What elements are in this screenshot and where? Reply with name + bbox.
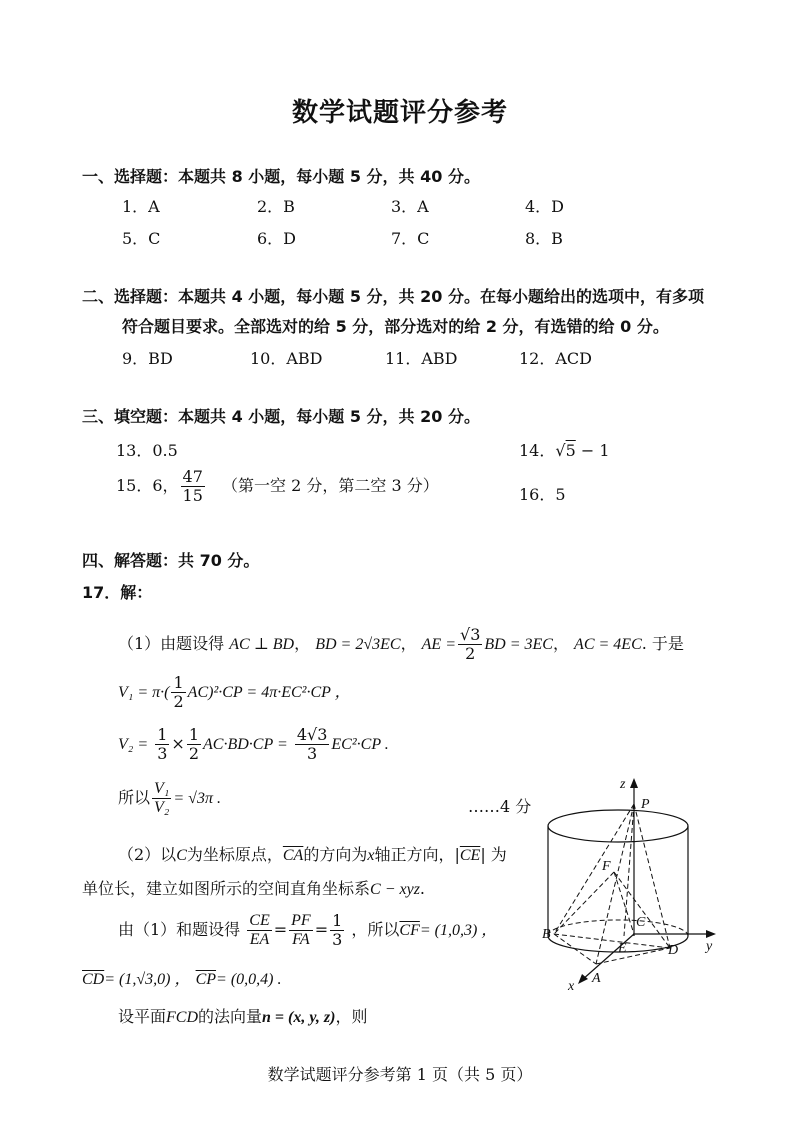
answer-8: 8．B <box>525 229 563 248</box>
formula-v1: V₁ = π·( $\frac{1}{2}$ AC)²·CP = 4π·EC²·CP ， <box>118 673 351 711</box>
edge-FD <box>614 872 670 948</box>
answer-14: 14．√5 − 1 <box>519 441 610 460</box>
section-3-header: 三、填空题：本题共 4 小题，每小题 5 分，共 20 分。 <box>82 407 480 426</box>
label-B: B <box>542 927 551 942</box>
answer-9: 9．BD <box>122 349 173 368</box>
cylinder-top-ellipse <box>548 810 688 842</box>
part2-line2: 单位长，建立如图所示的空间直角坐标系C − xyz. <box>82 879 426 898</box>
label-E: E <box>618 941 627 956</box>
label-D: D <box>668 943 679 958</box>
label-x: x <box>568 979 575 992</box>
page-footer: 数学试题评分参考第 1 页（共 5 页） <box>267 1065 533 1084</box>
label-F: F <box>602 859 611 874</box>
section-1-header: 一、选择题：本题共 8 小题，每小题 5 分，共 40 分。 <box>82 167 480 186</box>
formula-v2: V₂ = $\frac{1}{3}$ × $\frac{1}{2}$ AC·BD·CP = $\frac{4√3}{3}$ EC²·CP . <box>118 725 389 763</box>
answer-1: 1．A <box>122 197 160 216</box>
label-y: y <box>706 939 713 954</box>
answer-5: 5．C <box>122 229 161 248</box>
edge-AD <box>596 948 670 964</box>
part2-line3: 由（1）和题设得 $\frac{CE}{EA}$ = $\frac{PF}{FA}$ = $\frac{1}{3}$ ，所以$\overline{CF}= (1,0,3)$ ， <box>118 911 498 949</box>
label-z: z <box>620 777 626 792</box>
cylinder-coordinate-figure <box>540 776 720 992</box>
answer-15: 15．6， $\frac{47}{15}$ （第一空 2 分，第二空 3 分） <box>116 467 439 505</box>
edge-BD <box>554 934 670 948</box>
section-2-header-line2: 符合题目要求。全部选对的给 5 分，部分选对的给 2 分，有选错的给 0 分。 <box>122 317 669 336</box>
z-axis-arrow <box>630 778 638 788</box>
page-title: 数学试题评分参考 <box>291 98 508 128</box>
label-A: A <box>592 971 601 986</box>
answer-7: 7．C <box>391 229 430 248</box>
answer-2: 2．B <box>257 197 295 216</box>
answer-13: 13．0.5 <box>116 441 178 460</box>
answer-6: 6．D <box>257 229 297 248</box>
y-axis-arrow <box>706 930 716 938</box>
answer-11: 11．ABD <box>385 349 458 368</box>
answer-10: 10．ABD <box>250 349 323 368</box>
problem-17-label: 17．解： <box>82 583 153 602</box>
ratio-line: 所以 $\frac{\text{V₁}}{\text{V₂}}$ = √3π . <box>118 780 221 816</box>
answer-16: 16．5 <box>519 485 566 504</box>
label-P: P <box>641 797 650 812</box>
answer-4: 4．D <box>525 197 565 216</box>
part2-line5: 设平面FCD的法向量n = (x, y, z)，则 <box>118 1007 368 1026</box>
part2-line4: $\overline{CD}= (1,√3,0)$ ， $\overline{CP}= (0,0,4)$ . <box>82 971 282 988</box>
answer-3: 3．A <box>391 197 429 216</box>
edge-PB <box>554 804 634 934</box>
answer-12: 12．ACD <box>519 349 592 368</box>
part1-line1: （1）由题设得 AC ⊥ BD， BD = 2√3EC， AE = $\frac{√3}{2}$ BD = 3EC， AC = 4EC. 于是 <box>118 625 684 663</box>
section-4-header: 四、解答题：共 70 分。 <box>82 551 260 570</box>
label-C: C <box>636 915 646 930</box>
edge-FC <box>614 872 634 934</box>
section-2-header-line1: 二、选择题：本题共 4 小题，每小题 5 分，共 20 分。在每小题给出的选项中，有多项 <box>82 287 704 306</box>
score-4: ……4 分 <box>468 797 532 816</box>
part2-line1: （2）以C为坐标原点，$\overline{CA}$的方向为x轴正方向，$|\overline{CE}|$ 为 <box>118 845 507 864</box>
